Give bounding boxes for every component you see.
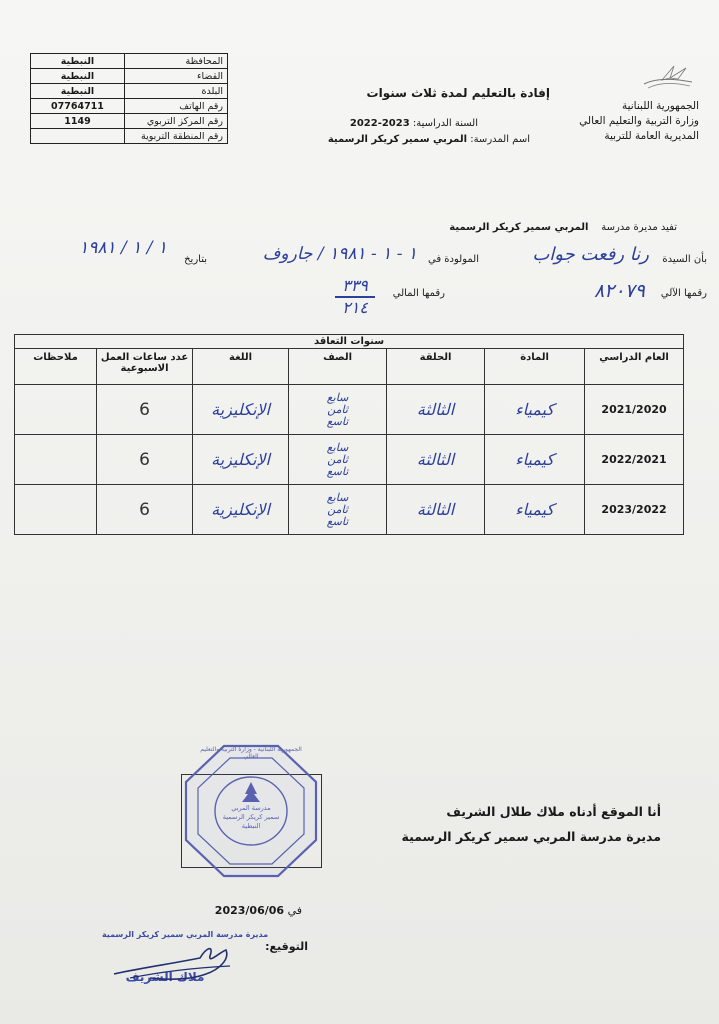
cell-cycle: الثالثة bbox=[387, 435, 485, 485]
school-name-label: اسم المدرسة: bbox=[470, 134, 530, 145]
col-header-language: اللغة bbox=[193, 349, 289, 385]
cell-hours: 6 bbox=[97, 485, 193, 535]
ministry-logo-icon bbox=[640, 62, 696, 92]
col-header-notes: ملاحظات bbox=[15, 349, 97, 385]
stamp-line-2: سمير كريكر الرسمية bbox=[222, 813, 280, 821]
lady-label: بأن السيدة bbox=[662, 254, 707, 265]
info-value bbox=[31, 129, 125, 144]
auto-number-label: رقمها الآلي bbox=[660, 288, 707, 299]
info-label: رقم المنطقة التربوية bbox=[124, 129, 227, 144]
grade-line-1: سابع bbox=[326, 490, 349, 504]
stamp-line-1: مدرسة المربي bbox=[231, 804, 271, 812]
republic-name: الجمهورية اللبنانية bbox=[621, 100, 699, 112]
info-box bbox=[30, 53, 228, 144]
ministry-name: وزارة التربية والتعليم العالي bbox=[579, 115, 699, 127]
cell-subject: كيمياء bbox=[485, 435, 585, 485]
lady-name: رنا رفعت جواب bbox=[532, 244, 649, 265]
signature-area bbox=[100, 928, 270, 988]
table-row bbox=[15, 485, 684, 535]
born-value: ١ - ١ - ١٩٨١ / جاروف bbox=[262, 244, 417, 264]
intro-line bbox=[277, 222, 677, 233]
info-row bbox=[31, 54, 228, 69]
col-header-year: العام الدراسي bbox=[585, 349, 684, 385]
cell-language: الإنكليزية bbox=[193, 485, 289, 535]
person-line bbox=[7, 238, 707, 274]
issue-date: 2023/06/06 bbox=[214, 904, 285, 917]
signature-stamp-line-1: مديرة مدرسة المربي سمير كريكر الرسمية bbox=[101, 930, 269, 939]
cell-year: 2023/2022 bbox=[585, 485, 684, 535]
info-value: النبطية bbox=[31, 54, 125, 69]
cell-notes bbox=[15, 385, 97, 435]
info-value: 07764711 bbox=[31, 99, 125, 114]
grade-line-2: ثامن bbox=[327, 502, 348, 516]
handwritten-signature-icon bbox=[110, 938, 270, 986]
info-row bbox=[31, 99, 228, 114]
info-row bbox=[31, 129, 228, 144]
intro-label: تفيد مديرة مدرسة bbox=[601, 222, 677, 233]
stamp-center-text bbox=[222, 804, 280, 831]
cell-language: الإنكليزية bbox=[193, 385, 289, 435]
info-label: رقم المركز التربوي bbox=[124, 114, 227, 129]
born-label: المولودة في bbox=[428, 254, 479, 265]
info-value: النبطية bbox=[31, 84, 125, 99]
official-stamp bbox=[176, 742, 326, 880]
cell-year: 2021/2020 bbox=[585, 385, 684, 435]
col-header-cycle: الحلقة bbox=[387, 349, 485, 385]
auto-number-value: ٨٢٠٧٩ bbox=[593, 280, 645, 302]
undersigned-line: أنا الموقع أدناه ملاك طلال الشريف bbox=[446, 804, 661, 819]
grade-line-1: سابع bbox=[326, 440, 349, 454]
directorate-name: المديرية العامة للتربية bbox=[604, 130, 699, 142]
cell-grade bbox=[289, 435, 387, 485]
cell-cycle: الثالثة bbox=[387, 385, 485, 435]
table-row bbox=[15, 435, 684, 485]
grade-line-2: ثامن bbox=[327, 402, 348, 416]
cell-notes bbox=[15, 435, 97, 485]
finance-number-label: رقمها المالي bbox=[392, 288, 445, 299]
col-header-subject: المادة bbox=[485, 349, 585, 385]
issue-date-line bbox=[212, 904, 302, 917]
info-label: المحافظة bbox=[124, 54, 227, 69]
grade-line-3: تاسع bbox=[326, 514, 349, 528]
info-label: البلدة bbox=[124, 84, 227, 99]
issue-date-prefix: في bbox=[287, 904, 302, 917]
school-name-line bbox=[300, 134, 530, 145]
table-caption: سنوات التعاقد bbox=[15, 335, 684, 349]
cell-grade bbox=[289, 485, 387, 535]
cell-hours: 6 bbox=[97, 435, 193, 485]
grade-line-3: تاسع bbox=[326, 414, 349, 428]
info-row bbox=[31, 84, 228, 99]
info-value: 1149 bbox=[31, 114, 125, 129]
position-line: مديرة مدرسة المربي سمير كريكر الرسمية bbox=[401, 829, 661, 844]
info-value: النبطية bbox=[31, 69, 125, 84]
grade-line-1: سابع bbox=[326, 390, 349, 404]
intro-school: المربي سمير كريكر الرسمية bbox=[449, 222, 589, 233]
cell-language: الإنكليزية bbox=[193, 435, 289, 485]
document-title: إفادة بالتعليم لمدة ثلاث سنوات bbox=[366, 86, 550, 100]
grade-line-3: تاسع bbox=[326, 464, 349, 478]
signature-stamp-line-2: ملاك الشريف bbox=[125, 970, 205, 984]
cell-cycle: الثالثة bbox=[387, 485, 485, 535]
col-header-hours: عدد ساعات العمل الاسبوعية bbox=[97, 349, 193, 385]
contract-years-table bbox=[14, 334, 684, 535]
cell-hours: 6 bbox=[97, 385, 193, 435]
cell-grade bbox=[289, 385, 387, 435]
grade-line-2: ثامن bbox=[327, 452, 348, 466]
numbers-line bbox=[7, 276, 707, 320]
stamp-ring-text: الجمهورية اللبنانية - وزارة التربية والتعليم العالي bbox=[200, 746, 302, 760]
cell-year: 2022/2021 bbox=[585, 435, 684, 485]
school-name-value: المربي سمير كريكر الرسمية bbox=[327, 134, 468, 145]
school-year-label: السنة الدراسية: bbox=[412, 118, 478, 129]
cell-subject: كيمياء bbox=[485, 485, 585, 535]
cell-notes bbox=[15, 485, 97, 535]
table-row bbox=[15, 385, 684, 435]
finance-number-top: ٣٣٩ bbox=[342, 276, 368, 295]
cell-subject: كيمياء bbox=[485, 385, 585, 435]
school-year-line bbox=[300, 118, 478, 129]
info-label: رقم الهاتف bbox=[124, 99, 227, 114]
school-year-value: 2022-2023 bbox=[349, 118, 410, 129]
signature-label: التوقيع: bbox=[265, 940, 308, 953]
info-label: القضاء bbox=[124, 69, 227, 84]
info-row bbox=[31, 114, 228, 129]
date-value: ١ / ١ / ١٩٨١ bbox=[79, 238, 167, 258]
info-row bbox=[31, 69, 228, 84]
date-label: بتاريخ bbox=[184, 254, 207, 265]
stamp-line-3: النبطية bbox=[241, 822, 261, 830]
finance-number-bottom: ٢١٤ bbox=[342, 298, 368, 317]
col-header-grade: الصف bbox=[289, 349, 387, 385]
